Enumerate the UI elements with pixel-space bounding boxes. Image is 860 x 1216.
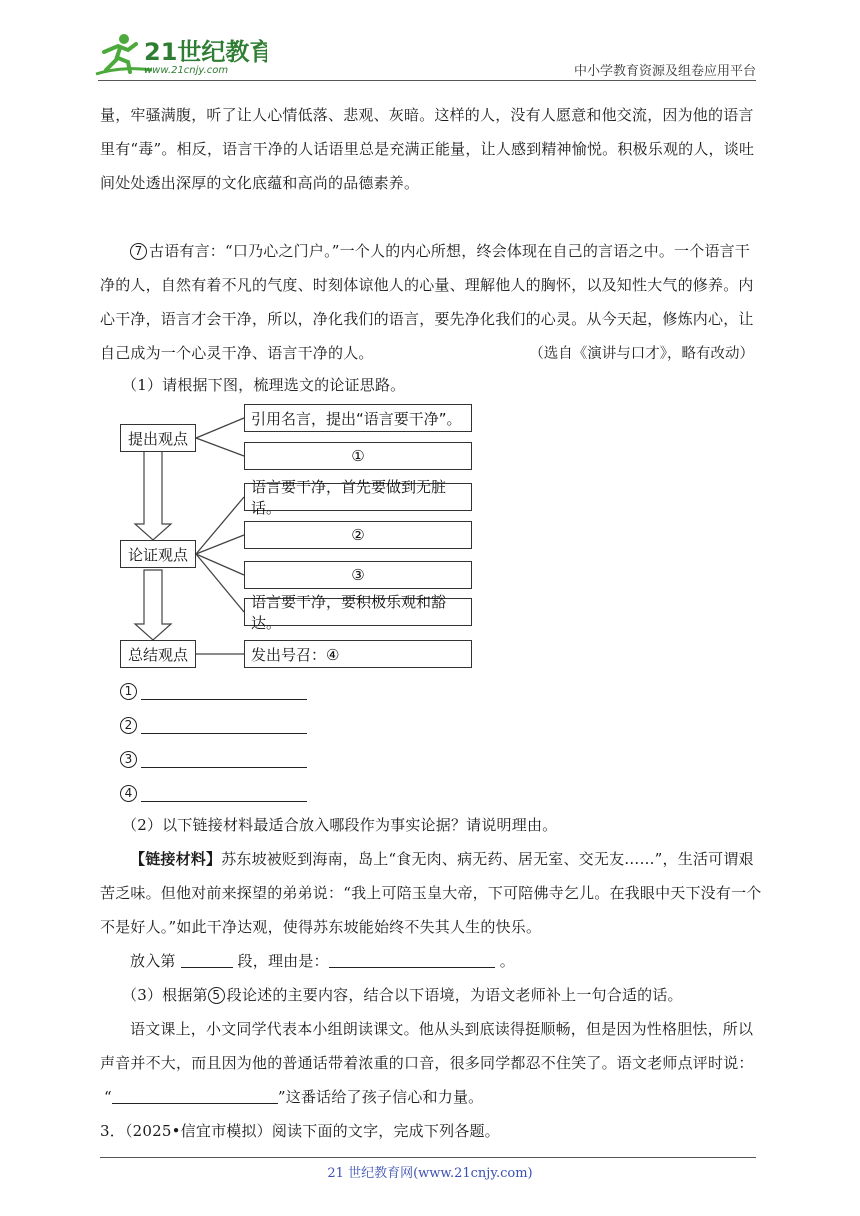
flow-box-blank-1: ① (244, 442, 472, 470)
source-citation: （选自《演讲与口才》，略有改动） (529, 346, 754, 362)
flow-box-conclude: 总结观点 (120, 640, 196, 668)
flow-box-call: 发出号召：④ (244, 640, 472, 668)
argument-flowchart (118, 400, 480, 672)
q2-prompt: （2）以下链接材料最适合放入哪段作为事实论据？请说明理由。 (122, 816, 558, 834)
answer-line-1[interactable]: 1 (120, 680, 307, 700)
q3-context: 语文课上，小文同学代表本小组朗读课文。他从头到底读得挺顺畅，但是因为性格胆怯，所以声音并不大，而且因为他的普通话带着浓重的口音，很多同学都忍不住笑了。语文老师点评时说： (100, 1020, 754, 1072)
logo-text: 21世纪教育 (144, 38, 267, 66)
header-divider (98, 80, 756, 81)
question-3-heading: 3．（2025•信宜市模拟）阅读下面的文字，完成下列各题。 (100, 1122, 500, 1140)
material-text: 苏东坡被贬到海南，岛上“食无肉、病无药、居无室、交无友……”，生活可谓艰苦乏味。但他对前来探望的弟弟说：“我上可陪玉皇大帝，下可陪佛寺乞儿。在我眼中天下没有一个不是好人。”如此干净达观，使得苏东坡能始终不失其人生的快乐。 (100, 850, 762, 936)
flow-box-optimism: 语言要干净，要积极乐观和豁达。 (244, 598, 472, 626)
answer-line-3[interactable]: 3 (120, 748, 307, 768)
flow-box-quote: 引用名言，提出“语言要干净”。 (244, 404, 472, 432)
paragraph-blank[interactable] (181, 951, 233, 968)
flow-box-propose: 提出观点 (120, 424, 196, 452)
flow-box-blank-2: ② (244, 521, 472, 549)
q2-material (100, 842, 762, 944)
q3-prompt: （3）根据第 5 段论述的主要内容，结合以下语境，为语文老师补上一句合适的话。 (122, 986, 683, 1004)
platform-name: 中小学教育资源及组卷应用平台 (573, 64, 756, 79)
material-label: 【链接材料】 (130, 850, 222, 868)
paragraph-number: 7 (130, 243, 147, 260)
paragraph-7-text: 古语有言：“口乃心之门户。”一个人的内心所想，终会体现在自己的言语之中。一个语言干净的人，自然有着不凡的气度、时刻体谅他人的心量、理解他人的胸怀，以及知性大气的修养。内心干净，语言才会干净，所以，净化我们的语言，要先净化我们的心灵。从今天起，修炼内心，让自己成为一个心灵干净、语言干净的人。 (100, 242, 754, 362)
reason-blank[interactable] (329, 951, 495, 968)
teacher-quote-blank[interactable] (112, 1087, 278, 1104)
passage-paragraph-cont: 量，牢骚满腹，听了让人心情低落、悲观、灰暗。这样的人，没有人愿意和他交流，因为他的语言里有“毒”。相反，语言干净的人话语里总是充满正能量，让人感到精神愉悦。积极乐观的人，谈吐间处处透出深厚的文化底蕴和高尚的品德素养。 (100, 106, 755, 192)
footer-link[interactable]: 21 世纪教育网(www.21cnjy.com) (327, 1166, 533, 1181)
flow-box-blank-3: ③ (244, 561, 472, 589)
logo-url: www.21cnjy.com (144, 65, 229, 76)
q1-prompt: （1）请根据下图，梳理选文的论证思路。 (122, 376, 406, 394)
flow-box-no-swearing: 语言要干净，首先要做到无脏话。 (244, 483, 472, 511)
footer-divider (100, 1157, 756, 1158)
answer-line-2[interactable]: 2 (120, 714, 307, 734)
q2-fill: 放入第 段，理由是： 。 (130, 952, 515, 970)
answer-line-4[interactable]: 4 (120, 782, 307, 802)
flow-box-argue: 论证观点 (120, 540, 196, 568)
q3-quote-line: “ ”这番话给了孩子信心和力量。 (104, 1088, 484, 1106)
site-logo (92, 30, 267, 80)
